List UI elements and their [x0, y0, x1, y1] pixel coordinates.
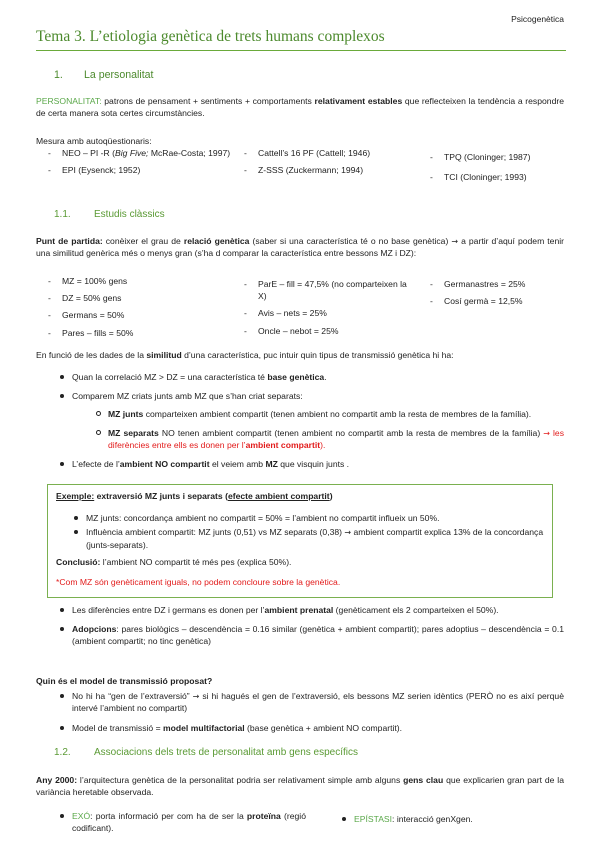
text: No hi ha “gen de l’extraversió”: [72, 691, 193, 701]
bold-text: base genètica: [267, 372, 325, 382]
measure-intro: Mesura amb autoqüestionaris:: [36, 136, 152, 146]
genetic-ratio-list: [36, 275, 566, 345]
list-item: MZ junts: concordança ambient no compartit = 50% = l’ambient no compartit influeix un 50%.: [56, 512, 546, 524]
list-item: [36, 147, 236, 159]
bullet-list-environment: [36, 604, 564, 655]
page-title: Tema 3. L’etiologia genètica de trets humans complexos: [36, 28, 385, 45]
arrow-icon: →: [344, 528, 352, 538]
text: Comparem MZ criats junts amb MZ que s’han criat separats:: [72, 391, 303, 402]
list-item: [36, 458, 564, 470]
bold-text: model multifactorial: [163, 722, 245, 733]
text: : porta informació per com ha de ser la: [90, 811, 247, 821]
text: Model de transmissió =: [72, 722, 163, 733]
text: : pares biològics – descendència = 0.16 similar (genètica + ambient compartit); pares adoptius – descendència = 0.1 (ambient compartit; no tinc genètica): [72, 624, 564, 647]
bold-text: efecte ambient compartit: [227, 491, 330, 501]
text: que reflecteixen la tendència a respondre de certa manera sota certes circumstàncies.: [36, 96, 564, 119]
text: l’arquitectura genètica de la personalitat podria ser relativament simple amb alguns: [77, 775, 404, 785]
list-item: [36, 690, 564, 715]
subsection-heading-estudis: [54, 208, 165, 222]
bold-text: ): [329, 491, 333, 501]
list-item: - Cosí germà = 12,5%: [418, 295, 568, 307]
list-item: [318, 813, 558, 825]
text: .: [324, 372, 327, 382]
text: que explicarien gran part de la variància heretable observada.: [36, 775, 564, 798]
text: (saber si una característica té o no base genètica): [249, 236, 452, 246]
text: NO tenen ambient compartit (tenen ambient no compartit amb la resta de membres de la família): [158, 427, 544, 438]
text: NEO – PI -R (: [62, 148, 116, 158]
bold-text: proteïna: [246, 811, 281, 821]
section-number: 1.: [54, 69, 63, 81]
text: : interacció genXgen.: [392, 814, 473, 824]
list-item: [56, 526, 546, 551]
text: el veiem amb: [209, 459, 266, 470]
text: ambient compartit explica 13% de la concordança (junts-separats).: [86, 527, 544, 550]
questionnaire-list: [36, 147, 566, 207]
list-item: - TPQ (Cloninger; 1987): [418, 151, 568, 163]
text: si hi hagués el gen de l’extraversió, els bessons MZ serien idèntics (PERÒ no es així perquè intervé l’ambient no compartit): [72, 691, 564, 714]
text: comparteixen ambient compartit (tenen ambient no compartit amb la resta de membres de la família).: [143, 409, 532, 420]
bold-text: Any 2000:: [36, 775, 78, 785]
list-item: - MZ = 100% gens: [36, 275, 226, 287]
text: (genèticament els 2 comparteixen el 50%).: [333, 605, 499, 615]
list-item: - Avis – nets = 25%: [232, 307, 412, 319]
text: Quan la correlació MZ > DZ = una característica té: [72, 372, 268, 382]
text: patrons de pensament + sentiments + comportaments: [101, 96, 315, 106]
sub-list-item: [72, 427, 564, 452]
text: L’efecte de l’: [72, 459, 120, 470]
subsection-number: 1.1.: [54, 209, 71, 220]
text: (base genètica + ambient NO compartit).: [244, 722, 403, 733]
text: d’una característica, puc intuir quin tipus de transmissió genètica hi ha:: [181, 350, 454, 360]
text: conèixer el grau de: [102, 236, 184, 246]
list-item: - Pares – fills = 50%: [36, 327, 226, 339]
similarity-paragraph: [36, 349, 564, 361]
bold-text: Punt de partida:: [36, 236, 103, 246]
list-item: - DZ = 50% gens: [36, 292, 226, 304]
text: McRae-Costa; 1997): [148, 148, 231, 158]
bold-text: Conclusió:: [56, 557, 101, 567]
arrow-icon: →: [192, 692, 200, 701]
highlight-text: les diferències entre ells es donen per l’: [108, 427, 565, 450]
list-item: [36, 604, 564, 616]
bold-text: MZ junts: [108, 409, 144, 420]
bold-text: relativament estables: [314, 96, 403, 106]
subsection-title: Estudis clàssics: [94, 209, 165, 220]
text: a partir d’aquí podem tenir una similitud genèrica més o menys gran (s’ha d comparar la característica entre bessons MZ i DZ):: [36, 236, 564, 259]
example-conclusion: [56, 556, 546, 568]
example-title: [56, 490, 546, 502]
list-item: - EPI (Eysenck; 1952): [36, 164, 236, 176]
term-text: EPÍSTASI: [354, 814, 393, 824]
transmission-question: [36, 675, 564, 687]
year-2000-paragraph: [36, 774, 564, 798]
highlight-bold-text: ambient compartit: [245, 439, 321, 450]
bold-text: ambient NO compartit: [119, 459, 210, 470]
example-label: Exemple:: [56, 491, 95, 501]
italic-text: Big Five;: [115, 148, 149, 158]
list-item: - Cattell’s 16 PF (Cattell; 1946): [232, 147, 422, 159]
subsection-title: Associacions dels trets de personalitat amb gens específics: [94, 747, 359, 758]
text: (regió codificant).: [72, 811, 306, 834]
section-heading-personalitat: [54, 68, 154, 83]
example-box: [47, 484, 553, 598]
bold-text: gens clau: [403, 775, 444, 785]
sub-list: [72, 408, 564, 451]
list-item: - Germanastres = 25%: [418, 278, 568, 290]
bold-text: Quin és el model de transmissió proposat?: [36, 676, 213, 686]
list-item: - Z-SSS (Zuckermann; 1994): [232, 164, 422, 176]
bold-text: relació genètica: [183, 236, 250, 246]
starting-point-paragraph: [36, 235, 564, 260]
list-item: - Oncle – nebot = 25%: [232, 325, 412, 337]
bold-text: MZ separats: [108, 427, 159, 438]
list-item: [36, 623, 564, 647]
example-note: *Com MZ són genèticament iguals, no podem concloure sobre la genètica.: [56, 577, 341, 587]
bullet-list-twins: [36, 371, 564, 477]
list-item: [36, 810, 306, 834]
highlight-text: ).: [320, 439, 326, 450]
list-item: - Germans = 50%: [36, 309, 226, 321]
bold-text: extraversió MZ junts i separats (: [94, 491, 228, 501]
sub-list-item: [72, 408, 564, 420]
bullet-list-epistasi: [318, 813, 558, 832]
term-text: EXÓ: [72, 811, 91, 821]
bullet-list-exo: [36, 810, 306, 841]
definition-paragraph: [36, 95, 564, 119]
definition-term: PERSONALITAT:: [36, 96, 102, 106]
text: l’ambient NO compartit té més pes (explica 50%).: [100, 557, 292, 567]
text: En funció de les dades de la: [36, 350, 147, 360]
subsection-number: 1.2.: [54, 747, 71, 758]
title-divider: [36, 50, 566, 51]
text: Influència ambient compartit: MZ junts (0,51) vs MZ separats (0,38): [86, 527, 345, 538]
bold-text: Adopcions: [72, 624, 117, 635]
example-list: [56, 512, 546, 553]
list-item: [36, 390, 564, 451]
bold-text: similitud: [146, 350, 182, 360]
section-title: La personalitat: [84, 69, 154, 81]
bold-text: MZ: [265, 459, 278, 470]
list-item: [36, 371, 564, 383]
text: que visquin junts .: [277, 459, 350, 470]
arrow-icon: →: [451, 237, 459, 246]
bullet-list-model: [36, 690, 564, 741]
header-subject: Psicogenètica: [511, 14, 564, 24]
bold-text: ambient prenatal: [264, 605, 334, 615]
subsection-heading-associacions: [54, 746, 358, 760]
text: Les diferències entre DZ i germans es donen per l’: [72, 605, 265, 615]
list-item: - TCI (Cloninger; 1993): [418, 171, 568, 183]
list-item: - ParE – fill = 47,5% (no comparteixen la X): [232, 278, 412, 302]
arrow-icon: →: [543, 428, 550, 438]
list-item: [36, 722, 564, 734]
